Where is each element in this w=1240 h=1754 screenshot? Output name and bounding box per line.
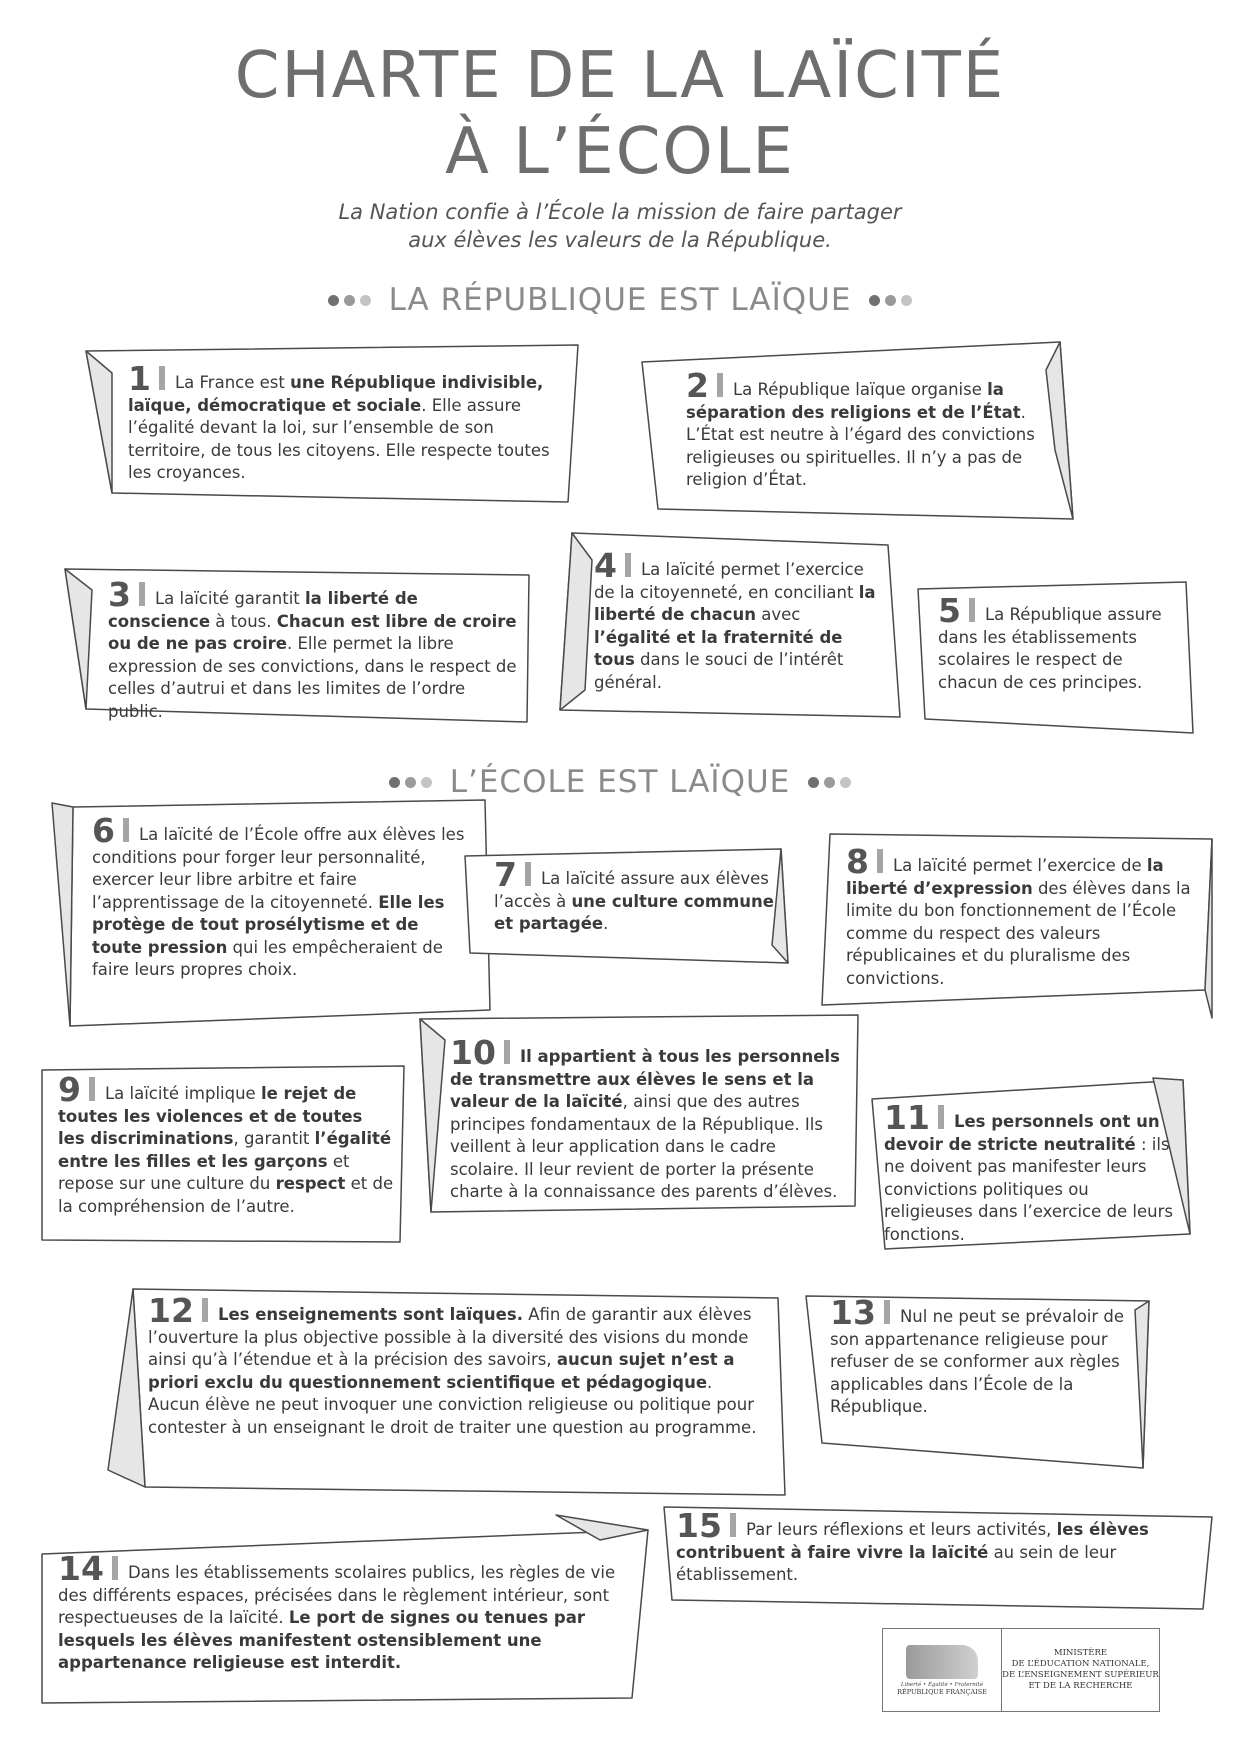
number-separator-bar (717, 373, 723, 397)
article-11 (884, 1098, 1182, 1246)
subtitle-line-1: La Nation confie à l’École la mission de faire partager (338, 200, 902, 224)
article-text-bold: la liberté de conscience (108, 589, 418, 631)
article-9 (58, 1070, 394, 1218)
article-text: , ainsi que des autres principes fondamentaux de la République. Ils veillent à leur application dans le cadre scolaire. Il leur revient de porter la présente charte à la connaissance des parents d’élèves. (450, 1092, 838, 1201)
number-separator-bar (877, 849, 883, 873)
article-1 (128, 359, 558, 485)
article-text: La laïcité permet l’exercice de (892, 856, 1147, 875)
article-text: La laïcité implique (104, 1084, 261, 1103)
article-text: . Elle permet la libre expression de ses convictions, dans le respect de celles d’autrui et dans les limites de l’ordre public. (108, 634, 517, 721)
motto: Liberté • Égalité • Fraternité (900, 1681, 984, 1688)
subtitle-line-2: aux élèves les valeurs de la République. (408, 228, 832, 252)
article-text-bold: l’égalité et la fraternité de tous (594, 627, 843, 669)
article-number: 10 (450, 1033, 496, 1072)
article-text: La laïcité assure aux élèves l’accès à (494, 869, 769, 911)
article-text: au sein de leur établissement. (676, 1542, 1117, 1584)
title-line-2: À L’ÉCOLE (445, 115, 795, 189)
article-text: qui les empêcheraient de faire leurs propres choix. (92, 937, 443, 979)
number-separator-bar (112, 1556, 118, 1580)
article-8 (846, 842, 1196, 990)
article-text-bold: Chacun est libre de croire ou de ne pas croire (108, 611, 517, 653)
number-separator-bar (123, 818, 129, 842)
ministry-line: DE L’ENSEIGNEMENT SUPÉRIEUR (1002, 1670, 1159, 1680)
article-number: 7 (494, 855, 517, 894)
number-separator-bar (525, 862, 531, 886)
article-13 (830, 1293, 1140, 1419)
article-number: 3 (108, 575, 131, 614)
article-text: Nul ne peut se prévaloir de son appartenance religieuse pour refuser de se conformer aux règles applicables dans l’École de la République. (830, 1307, 1125, 1416)
article-text: La République assure dans les établissements scolaires le respect de chacun de ces principes. (938, 605, 1162, 692)
article-text-bold: une culture commune et partagée (494, 891, 774, 933)
number-separator-bar (202, 1298, 208, 1322)
number-separator-bar (625, 553, 631, 577)
article-6-fold (52, 803, 73, 1026)
number-separator-bar (938, 1105, 944, 1129)
article-number: 15 (676, 1506, 722, 1545)
article-text: La France est (174, 373, 291, 392)
article-text: . (603, 914, 609, 933)
ministry-logo (882, 1628, 1160, 1712)
article-text: des élèves dans la limite du bon fonctionnement de l’École comme du respect des valeurs républicaines et du pluralisme des convictions. (846, 878, 1191, 988)
article-text-bold: le rejet de toutes les violences et de toutes les discriminations (58, 1084, 363, 1148)
article-text: Dans les établissements scolaires publics, les règles de vie des différents espaces, précisées dans le règlement intérieur, sont respectueuses de la laïcité. (58, 1563, 616, 1627)
article-text: Par leurs réflexions et leurs activités, (745, 1520, 1057, 1539)
article-2 (686, 366, 1054, 492)
article-text: . Aucun élève ne peut invoquer une conviction religieuse ou politique pour contester à un enseignant le droit de traiter une question au programme. (148, 1372, 757, 1437)
article-number: 14 (58, 1549, 104, 1588)
number-separator-bar (884, 1300, 890, 1324)
article-4 (594, 546, 880, 694)
article-text: et repose sur une culture du (58, 1151, 350, 1193)
article-text: . Elle assure l’égalité devant la loi, sur l’ensemble de son territoire, de tous les citoyens. Elle respecte toutes les croyances. (128, 395, 550, 482)
article-number: 1 (128, 359, 151, 398)
article-text: avec (755, 605, 801, 624)
article-text-bold: Les personnels ont un devoir de stricte neutralité (884, 1112, 1160, 1154)
article-text-bold: Elle les protège de tout prosélytisme et de toute pression (92, 892, 445, 957)
article-1-fold (86, 351, 112, 493)
article-text: : ils ne doivent pas manifester leurs convictions politiques ou religieuses dans l’exercice de leurs fonctions. (884, 1134, 1173, 1244)
article-12 (148, 1291, 768, 1439)
marianne-icon (906, 1645, 978, 1679)
article-text-bold: Il appartient à tous les personnels de transmettre aux élèves le sens et la valeur de la laïcité (450, 1047, 840, 1111)
ministry-line: MINISTÈRE (1053, 1648, 1108, 1658)
article-text-bold: la séparation des religions et de l’État (686, 380, 1021, 422)
article-number: 8 (846, 842, 869, 881)
republique-francaise-label: RÉPUBLIQUE FRANÇAISE (897, 1687, 987, 1696)
article-text-bold: aucun sujet n’est a priori exclu du questionnement scientifique et pédagogique (148, 1350, 735, 1392)
title-line-1: CHARTE DE LA LAÏCITÉ (234, 39, 1006, 113)
number-separator-bar (159, 366, 165, 390)
article-text: dans le souci de l’intérêt général. (594, 650, 844, 692)
ministry-line: ET DE LA RECHERCHE (1028, 1681, 1133, 1691)
article-number: 11 (884, 1098, 930, 1137)
article-text: La laïcité permet l’exercice de la citoyenneté, en conciliant (594, 560, 864, 602)
article-number: 4 (594, 546, 617, 585)
article-number: 12 (148, 1291, 194, 1330)
section-title: L’ÉCOLE EST LAÏQUE (449, 764, 791, 800)
article-text-bold: la liberté de chacun (594, 582, 876, 624)
article-number: 6 (92, 811, 115, 850)
article-number: 5 (938, 591, 961, 630)
number-separator-bar (504, 1040, 510, 1064)
article-5 (938, 591, 1178, 694)
article-15 (676, 1506, 1204, 1587)
number-separator-bar (89, 1077, 95, 1101)
article-text: Afin de garantir aux élèves l’ouverture la plus objective possible à la diversité des visions du monde ainsi qu’à l’étendue et à la précision des savoirs, (148, 1305, 752, 1369)
article-10 (450, 1033, 850, 1204)
section-title: LA RÉPUBLIQUE EST LAÏQUE (388, 282, 852, 318)
article-3 (108, 575, 520, 723)
article-6 (92, 811, 468, 982)
article-text: La laïcité garantit (154, 589, 306, 608)
article-number: 13 (830, 1293, 876, 1332)
article-text: La laïcité de l’École offre aux élèves les conditions pour forger leur personnalité, exercer leur libre arbitre et faire l’apprentissage de la citoyenneté. (92, 825, 465, 912)
number-separator-bar (969, 598, 975, 622)
ministry-name (1002, 1629, 1159, 1711)
article-text: , garantit (233, 1129, 315, 1148)
number-separator-bar (730, 1513, 736, 1537)
article-text: à tous. (210, 611, 277, 631)
article-text: La République laïque organise (732, 380, 988, 399)
number-separator-bar (139, 582, 145, 606)
article-text: et de la compréhension de l’autre. (58, 1174, 394, 1216)
ministry-line: DE L’ÉDUCATION NATIONALE, (1011, 1659, 1150, 1669)
article-text-bold: les élèves contribuent à faire vivre la laïcité (676, 1520, 1149, 1562)
article-14 (58, 1549, 624, 1675)
article-text: . L’État est neutre à l’égard des convictions religieuses ou spirituelles. Il n’y a pas de religion d’État. (686, 402, 1035, 489)
article-number: 2 (686, 366, 709, 405)
article-text-bold: l’égalité entre les filles et les garçons (58, 1129, 392, 1171)
article-text-bold: Les enseignements sont laïques. (217, 1305, 523, 1324)
article-text-bold: une République indivisible, laïque, démocratique et sociale (128, 373, 544, 415)
article-text-bold: Le port de signes ou tenues par lesquels les élèves manifestent ostensiblement une appartenance religieuse est interdit. (58, 1608, 585, 1672)
article-number: 9 (58, 1070, 81, 1109)
republique-francaise-logo (883, 1629, 1002, 1711)
article-text-bold: respect (275, 1174, 346, 1193)
article-text-bold: la liberté d’expression (846, 856, 1164, 898)
article-7 (494, 855, 780, 936)
